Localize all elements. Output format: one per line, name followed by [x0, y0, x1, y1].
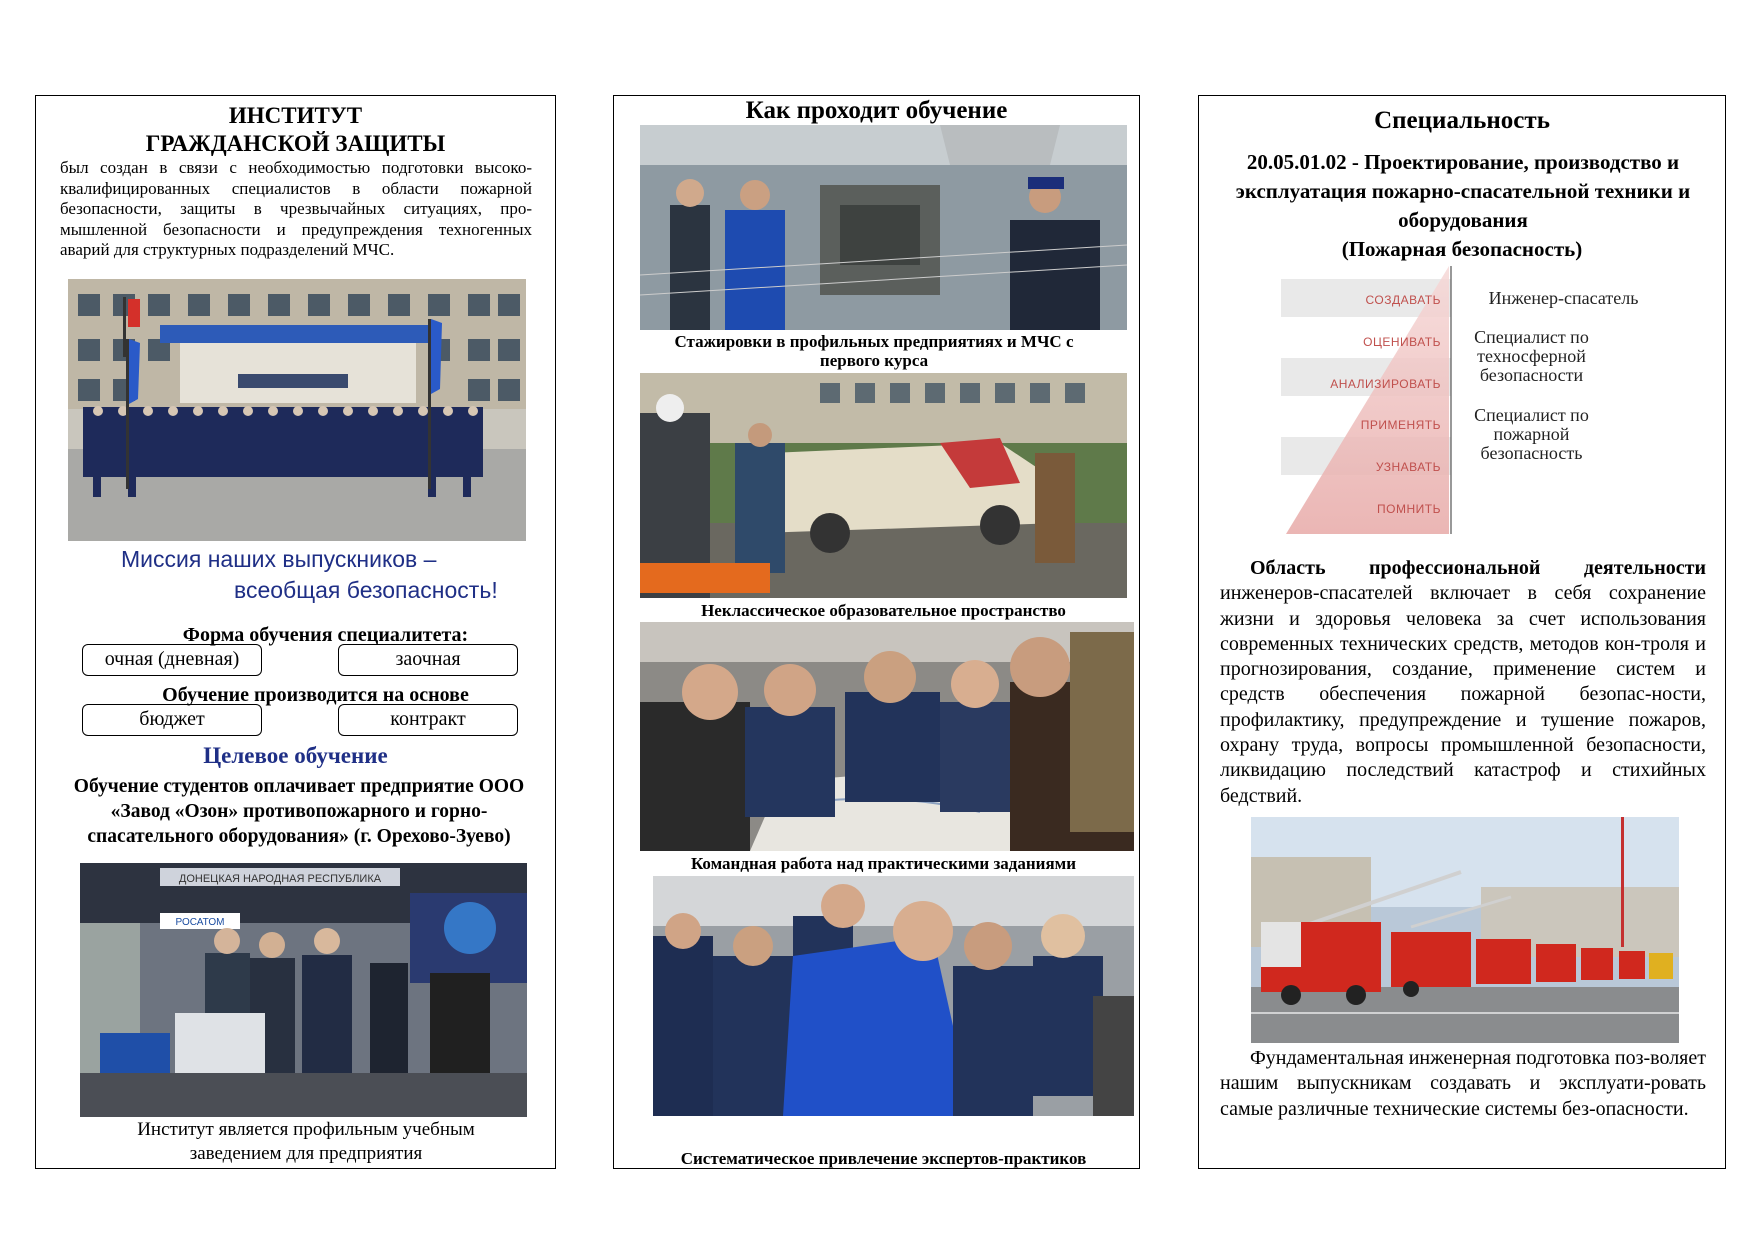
institute-intro: был создан в связи с необходимостью подготовки высоко-квалифицированных специалистов в области пожарной безопасности, защиты в чрезвычайных ситуациях, про-мышленной безопасности и предупреждения техногенных аварий для структурных подразделений МЧС. [60, 158, 532, 259]
target-text: Обучение студентов оплачивает предприятие ООО «Завод «Озон» противопожарного и горно-спасательного оборудования» (г. Орехово-Зуево) [73, 776, 525, 847]
pyramid-level-understand: УЗНАВАТЬ [1375, 460, 1441, 474]
pyramid-level-analyze: АНАЛИЗИРОВАТЬ [1330, 377, 1441, 391]
target-heading: Целевое обучение [203, 743, 388, 768]
basis-option-budget: бюджет [82, 704, 262, 736]
mission-line2: всеобщая безопасность! [234, 577, 498, 603]
institute-title-line1: ИНСТИТУТ [228, 103, 363, 128]
experts-caption: Систематическое привлечение экспертов-практиков [680, 1149, 1087, 1168]
expo-banner-text: ДОНЕЦКАЯ НАРОДНАЯ РЕСПУБЛИКА [178, 873, 382, 885]
form-option-fulltime: очная (дневная) [82, 644, 262, 676]
right-panel [1198, 95, 1726, 1169]
institute-building-photo [68, 279, 526, 541]
teamwork-caption: Командная работа над практическими заданиями [690, 854, 1077, 873]
internship-photo [640, 125, 1127, 330]
experts-photo [653, 876, 1134, 1116]
mission-statement [36, 544, 555, 606]
closing-text: Фундаментальная инженерная подготовка поз-воляет нашим выпускникам создавать и эксплуати-ровать самые различные технические системы без-опасности. [1220, 1047, 1706, 1120]
expo-caption: Институт является профильным учебным заведением для предприятия [137, 1119, 475, 1164]
bloom-pyramid [1281, 266, 1721, 536]
pyramid-level-create: СОЗДАВАТЬ [1365, 293, 1441, 307]
fire-trucks-photo [1251, 817, 1679, 1043]
middle-title: Как проходит обучение [745, 97, 1008, 124]
mission-line1: Миссия наших выпускников – [121, 546, 437, 572]
basis-option-contract: контракт [338, 704, 518, 736]
basis-heading: Обучение производится на основе [162, 684, 469, 706]
pyramid-level-apply: ПРИМЕНЯТЬ [1360, 418, 1441, 432]
professional-area-lead: Область профессиональной деятельности [1250, 557, 1706, 579]
specialty-name: 20.05.01.02 - Проектирование, производство и эксплуатация пожарно-спасательной техники и оборудования [1235, 150, 1691, 232]
role-fire-safety-specialist: Специалист по пожарной безопасность [1474, 405, 1589, 463]
teamwork-photo [640, 622, 1134, 851]
form-option-parttime: заочная [338, 644, 518, 676]
role-technosphere-specialist: Специалист по техносферной безопасности [1474, 327, 1589, 385]
form-heading: Форма обучения специалитета: [182, 624, 469, 646]
institute-title [36, 102, 555, 158]
role-engineer-rescuer: Инженер-спасатель [1488, 288, 1639, 308]
institute-title-line2: ГРАЖДАНСКОЙ ЗАЩИТЫ [145, 131, 446, 156]
specialty-subtitle: (Пожарная безопасность) [1341, 237, 1583, 261]
rosatom-sign-text: РОСАТОМ [175, 917, 225, 928]
professional-area [1220, 556, 1706, 809]
space-caption: Неклассическое образовательное пространство [701, 601, 1066, 620]
specialty-title: Специальность [1374, 107, 1550, 134]
pyramid-level-remember: ПОМНИТЬ [1377, 502, 1441, 516]
pyramid-level-evaluate: ОЦЕНИВАТЬ [1363, 335, 1441, 349]
left-panel [35, 95, 556, 1169]
expo-photo [80, 863, 527, 1117]
internship-caption: Стажировки в профильных предприятиях и МЧС с первого курса [674, 332, 1074, 370]
rescue-drill-photo [640, 373, 1127, 598]
professional-area-text: инженеров-спасателей включает в себя сохранение жизни и здоровья человека за счет использования современных технических средств, методов кон-троля и прогнозирования, создание, применение систем и средств обеспечения пожарной безопас-ности, профилактику, предупреждение и тушение пожаров, охрану труда, вопросы промышленной безопасности, ликвидацию последствий катастроф и стихийных бедствий. [1220, 582, 1706, 807]
middle-panel [613, 95, 1140, 1169]
